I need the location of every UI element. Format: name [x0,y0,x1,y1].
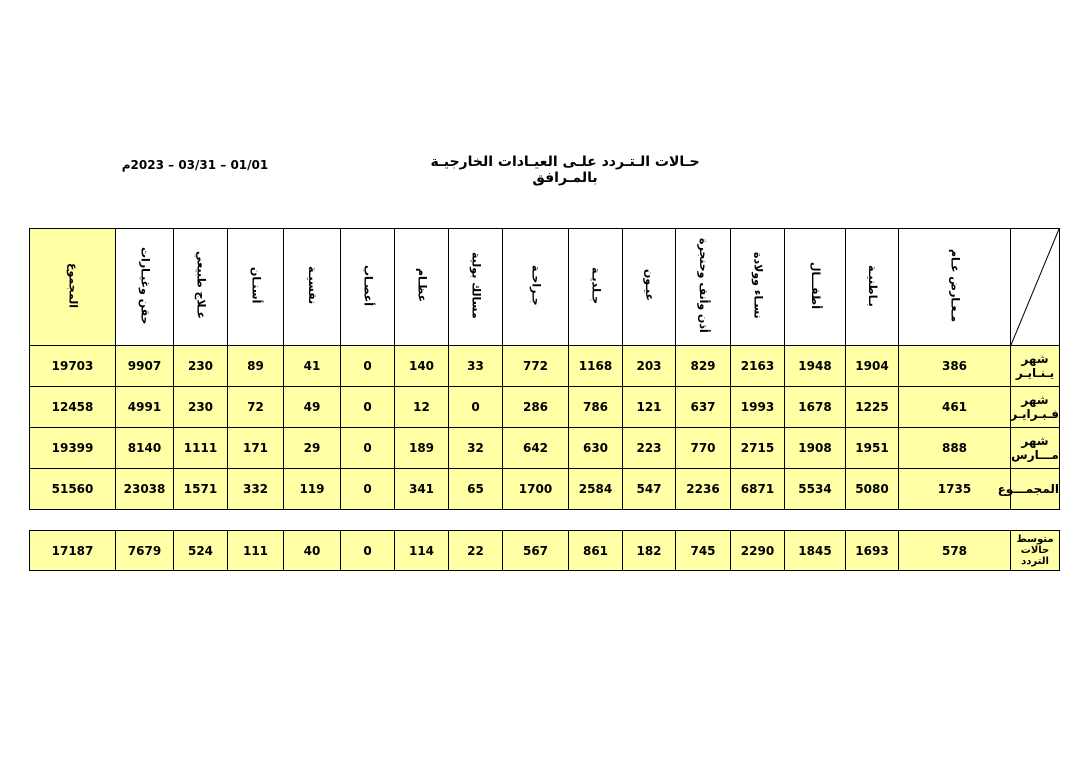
col-header-neurology: أعصـاب [341,229,395,346]
cell: 1571 [174,469,228,510]
row-label: شهر يـنـايـر [1011,346,1060,387]
row-label: شهر فـبـرايـر [1011,387,1060,428]
cell: 1735 [899,469,1011,510]
cell: 0 [449,387,503,428]
col-header-general: مـعـارض عـام [899,229,1011,346]
cell: 203 [623,346,676,387]
cell: 386 [899,346,1011,387]
page-title: حـالات الـتـردد علـى العيـادات الخارجيـة بالمـرافق [430,154,700,186]
col-header-dermatology: جـلديـة [569,229,623,346]
table-row-march [30,428,1060,469]
col-header-total: المجموع [30,229,116,346]
col-header-physiotherapy: عـلاج طبيعي [174,229,228,346]
cell: 0 [341,346,395,387]
col-header-injections: حقن وغيـارات [116,229,174,346]
cell: 461 [899,387,1011,428]
cell-total: 19703 [30,346,116,387]
table-row-average [30,531,1060,571]
table-row-january [30,346,1060,387]
cell: 1904 [846,346,899,387]
cell: 33 [449,346,503,387]
cell: 2715 [731,428,785,469]
table-row-february [30,387,1060,428]
col-header-psychiatry: نفسيـة [284,229,341,346]
diagonal-line-icon [1011,229,1059,345]
row-label: شهر مـــارس [1011,428,1060,469]
cell: 786 [569,387,623,428]
cell: 0 [341,469,395,510]
cell-total: 51560 [30,469,116,510]
header-row [30,229,1060,346]
cell: 1908 [785,428,846,469]
col-header-pediatrics: أطفـــال [785,229,846,346]
cell: 524 [174,531,228,571]
cell: 72 [228,387,284,428]
cell: 32 [449,428,503,469]
cell: 182 [623,531,676,571]
cell-total: 19399 [30,428,116,469]
cell: 1845 [785,531,846,571]
col-header-ophthalmology: عيـون [623,229,676,346]
cell: 41 [284,346,341,387]
cell: 8140 [116,428,174,469]
col-header-ent: أذن وأنف وحنجرة [676,229,731,346]
col-header-dental: أسنـان [228,229,284,346]
cell: 637 [676,387,731,428]
cell: 1111 [174,428,228,469]
date-range: 01/01 – 03/31 – 2023م [121,158,269,172]
cell: 29 [284,428,341,469]
cell: 861 [569,531,623,571]
cell: 5534 [785,469,846,510]
cell: 2236 [676,469,731,510]
cell: 547 [623,469,676,510]
cell: 111 [228,531,284,571]
cell: 745 [676,531,731,571]
cell: 230 [174,387,228,428]
cell: 121 [623,387,676,428]
cell: 1678 [785,387,846,428]
cell: 2290 [731,531,785,571]
cell: 230 [174,346,228,387]
cell: 2584 [569,469,623,510]
cell-total: 12458 [30,387,116,428]
cell: 22 [449,531,503,571]
cell: 89 [228,346,284,387]
row-label: المجمـــوع [1011,469,1060,510]
cell: 1693 [846,531,899,571]
cell: 223 [623,428,676,469]
col-header-orthopedics: عظـام [395,229,449,346]
cell: 7679 [116,531,174,571]
cell: 119 [284,469,341,510]
cell: 770 [676,428,731,469]
cell: 642 [503,428,569,469]
cell: 6871 [731,469,785,510]
col-header-surgery: جـراحـة [503,229,569,346]
cell: 0 [341,531,395,571]
cell: 12 [395,387,449,428]
cell: 23038 [116,469,174,510]
cell: 0 [341,428,395,469]
cell: 630 [569,428,623,469]
cell: 1700 [503,469,569,510]
cell: 114 [395,531,449,571]
cell: 341 [395,469,449,510]
cell: 4991 [116,387,174,428]
cell: 286 [503,387,569,428]
col-header-internal: بـاطنيـة [846,229,899,346]
cell-total: 17187 [30,531,116,571]
cell: 140 [395,346,449,387]
cell: 1993 [731,387,785,428]
cell: 171 [228,428,284,469]
row-label: متوسط حالات التردد [1011,531,1060,571]
cell: 1948 [785,346,846,387]
attendance-table [29,228,1060,510]
cell: 888 [899,428,1011,469]
table-row-total [30,469,1060,510]
cell: 772 [503,346,569,387]
col-header-urology: مسالك بولية [449,229,503,346]
cell: 189 [395,428,449,469]
average-table [29,530,1060,571]
cell: 1168 [569,346,623,387]
cell: 65 [449,469,503,510]
col-header-obgyn: نسـاء وولادة [731,229,785,346]
cell: 829 [676,346,731,387]
cell: 332 [228,469,284,510]
cell: 567 [503,531,569,571]
cell: 49 [284,387,341,428]
cell: 578 [899,531,1011,571]
cell: 9907 [116,346,174,387]
cell: 40 [284,531,341,571]
cell: 1225 [846,387,899,428]
cell: 1951 [846,428,899,469]
corner-cell [1011,229,1060,346]
cell: 0 [341,387,395,428]
cell: 2163 [731,346,785,387]
cell: 5080 [846,469,899,510]
